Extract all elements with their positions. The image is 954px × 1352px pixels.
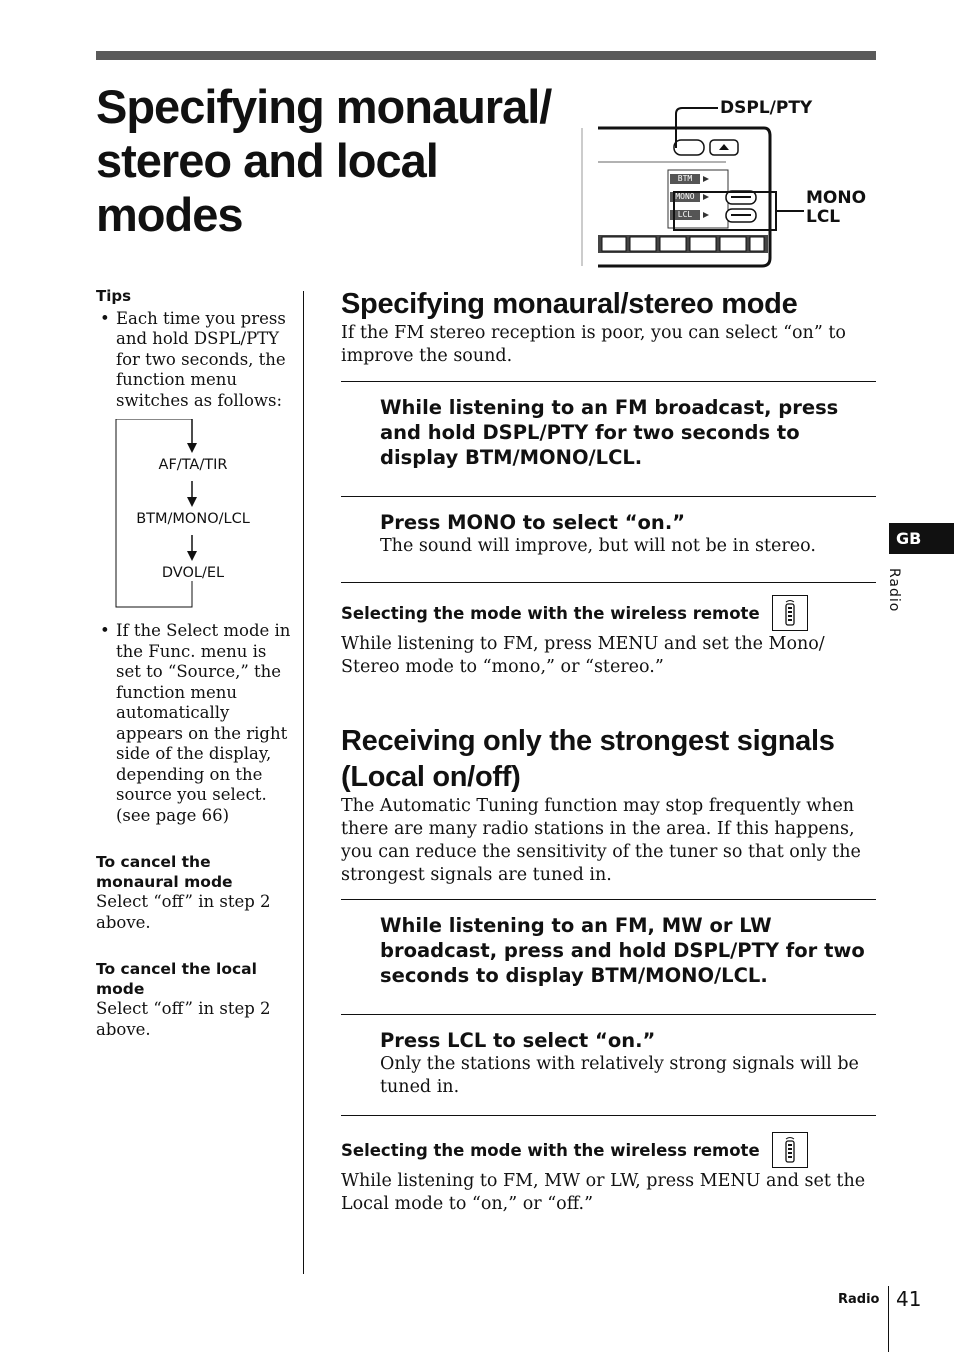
section1-remote-heading <box>341 595 876 631</box>
section1-heading: Specifying monaural/stereo mode <box>341 288 798 320</box>
language-tab: GB <box>889 523 954 554</box>
lcl-label: LCL <box>806 207 841 227</box>
cancel-mono-title: To cancel the monaural mode <box>96 853 233 891</box>
section1-step2-title: Press MONO to select “on.” <box>380 511 686 534</box>
screen-item-btm: BTM <box>677 174 693 183</box>
section2-remote-body: While listening to FM, MW or LW, press MENU and set the Local mode to “on,” or “off.” <box>341 1171 866 1214</box>
tips-title: Tips <box>96 287 132 305</box>
section2-heading: Receiving only the strongest signals (Local on/off) <box>341 725 835 793</box>
dspl-pty-label: DSPL/PTY <box>720 98 813 118</box>
device-illustration <box>578 92 878 272</box>
section1-intro: If the FM stereo reception is poor, you can select “on” to improve the sound. <box>341 323 846 366</box>
page-title: Specifying monaural/ stereo and local modes <box>96 80 552 241</box>
car-stereo-panel-illustration <box>578 92 878 272</box>
flow-item-btm-mono-lcl: BTM/MONO/LCL <box>136 511 250 527</box>
tip-text: If the Select mode in the Func. menu is set to “Source,” the function menu automatically appears on the right side of the display, depending on the source you select. (see page 66) <box>116 621 291 825</box>
remote-control-glyph <box>783 1136 797 1164</box>
section2-step1: While listening to an FM, MW or LW broadcast, press and hold DSPL/PTY for two seconds to display BTM/MONO/LCL. <box>380 914 865 987</box>
screen-item-mono: MONO <box>675 192 695 201</box>
flow-item-af-ta-tir: AF/TA/TIR <box>158 457 228 473</box>
section2-remote-heading <box>341 1132 876 1168</box>
remote-control-icon <box>772 1132 808 1168</box>
section-side-label: Radio <box>886 568 902 613</box>
screen-item-lcl: LCL <box>677 210 693 219</box>
top-rule <box>96 51 876 60</box>
section2-step2-body: Only the stations with relatively strong signals will be tuned in. <box>380 1054 859 1097</box>
section1-step1: While listening to an FM broadcast, press and hold DSPL/PTY for two seconds to display BTM/MONO/LCL. <box>380 396 839 469</box>
remote-heading-text: Selecting the mode with the wireless remote <box>341 1140 760 1160</box>
bullet-icon: • <box>100 621 110 640</box>
page-number: 41 <box>896 1287 922 1311</box>
mono-label: MONO <box>806 188 867 208</box>
section1-remote-body: While listening to FM, press MENU and set the Mono/ Stereo mode to “mono,” or “stereo.” <box>341 634 825 677</box>
cancel-local-text: Select “off” in step 2 above. <box>96 999 271 1039</box>
main-column <box>341 286 876 1216</box>
tips-sidebar <box>96 286 291 1040</box>
section2-intro: The Automatic Tuning function may stop frequently when there are many radio stations in the area. If this happens, you can reduce the sensitivity of the tuner so that only the strongest signals are tuned in. <box>341 796 861 885</box>
section1-step2-body: The sound will improve, but will not be in stereo. <box>380 536 816 556</box>
bullet-icon: • <box>100 308 110 328</box>
section2-step2-title: Press LCL to select “on.” <box>380 1029 656 1052</box>
cancel-mono-text: Select “off” in step 2 above. <box>96 892 271 932</box>
flow-item-dvol-el: DVOL/EL <box>161 565 225 581</box>
remote-control-icon <box>772 595 808 631</box>
remote-control-glyph <box>783 599 797 627</box>
tip-item <box>96 621 291 826</box>
footer-divider <box>888 1286 889 1352</box>
footer-section-label: Radio <box>838 1292 880 1307</box>
menu-flow-diagram <box>96 419 286 609</box>
tip-item <box>96 309 291 412</box>
remote-heading-text: Selecting the mode with the wireless remote <box>341 603 760 623</box>
cancel-local-title: To cancel the local mode <box>96 960 257 998</box>
column-divider <box>303 291 304 1274</box>
tip-text: Each time you press and hold DSPL/PTY for two seconds, the function menu switches as follows: <box>116 308 286 410</box>
